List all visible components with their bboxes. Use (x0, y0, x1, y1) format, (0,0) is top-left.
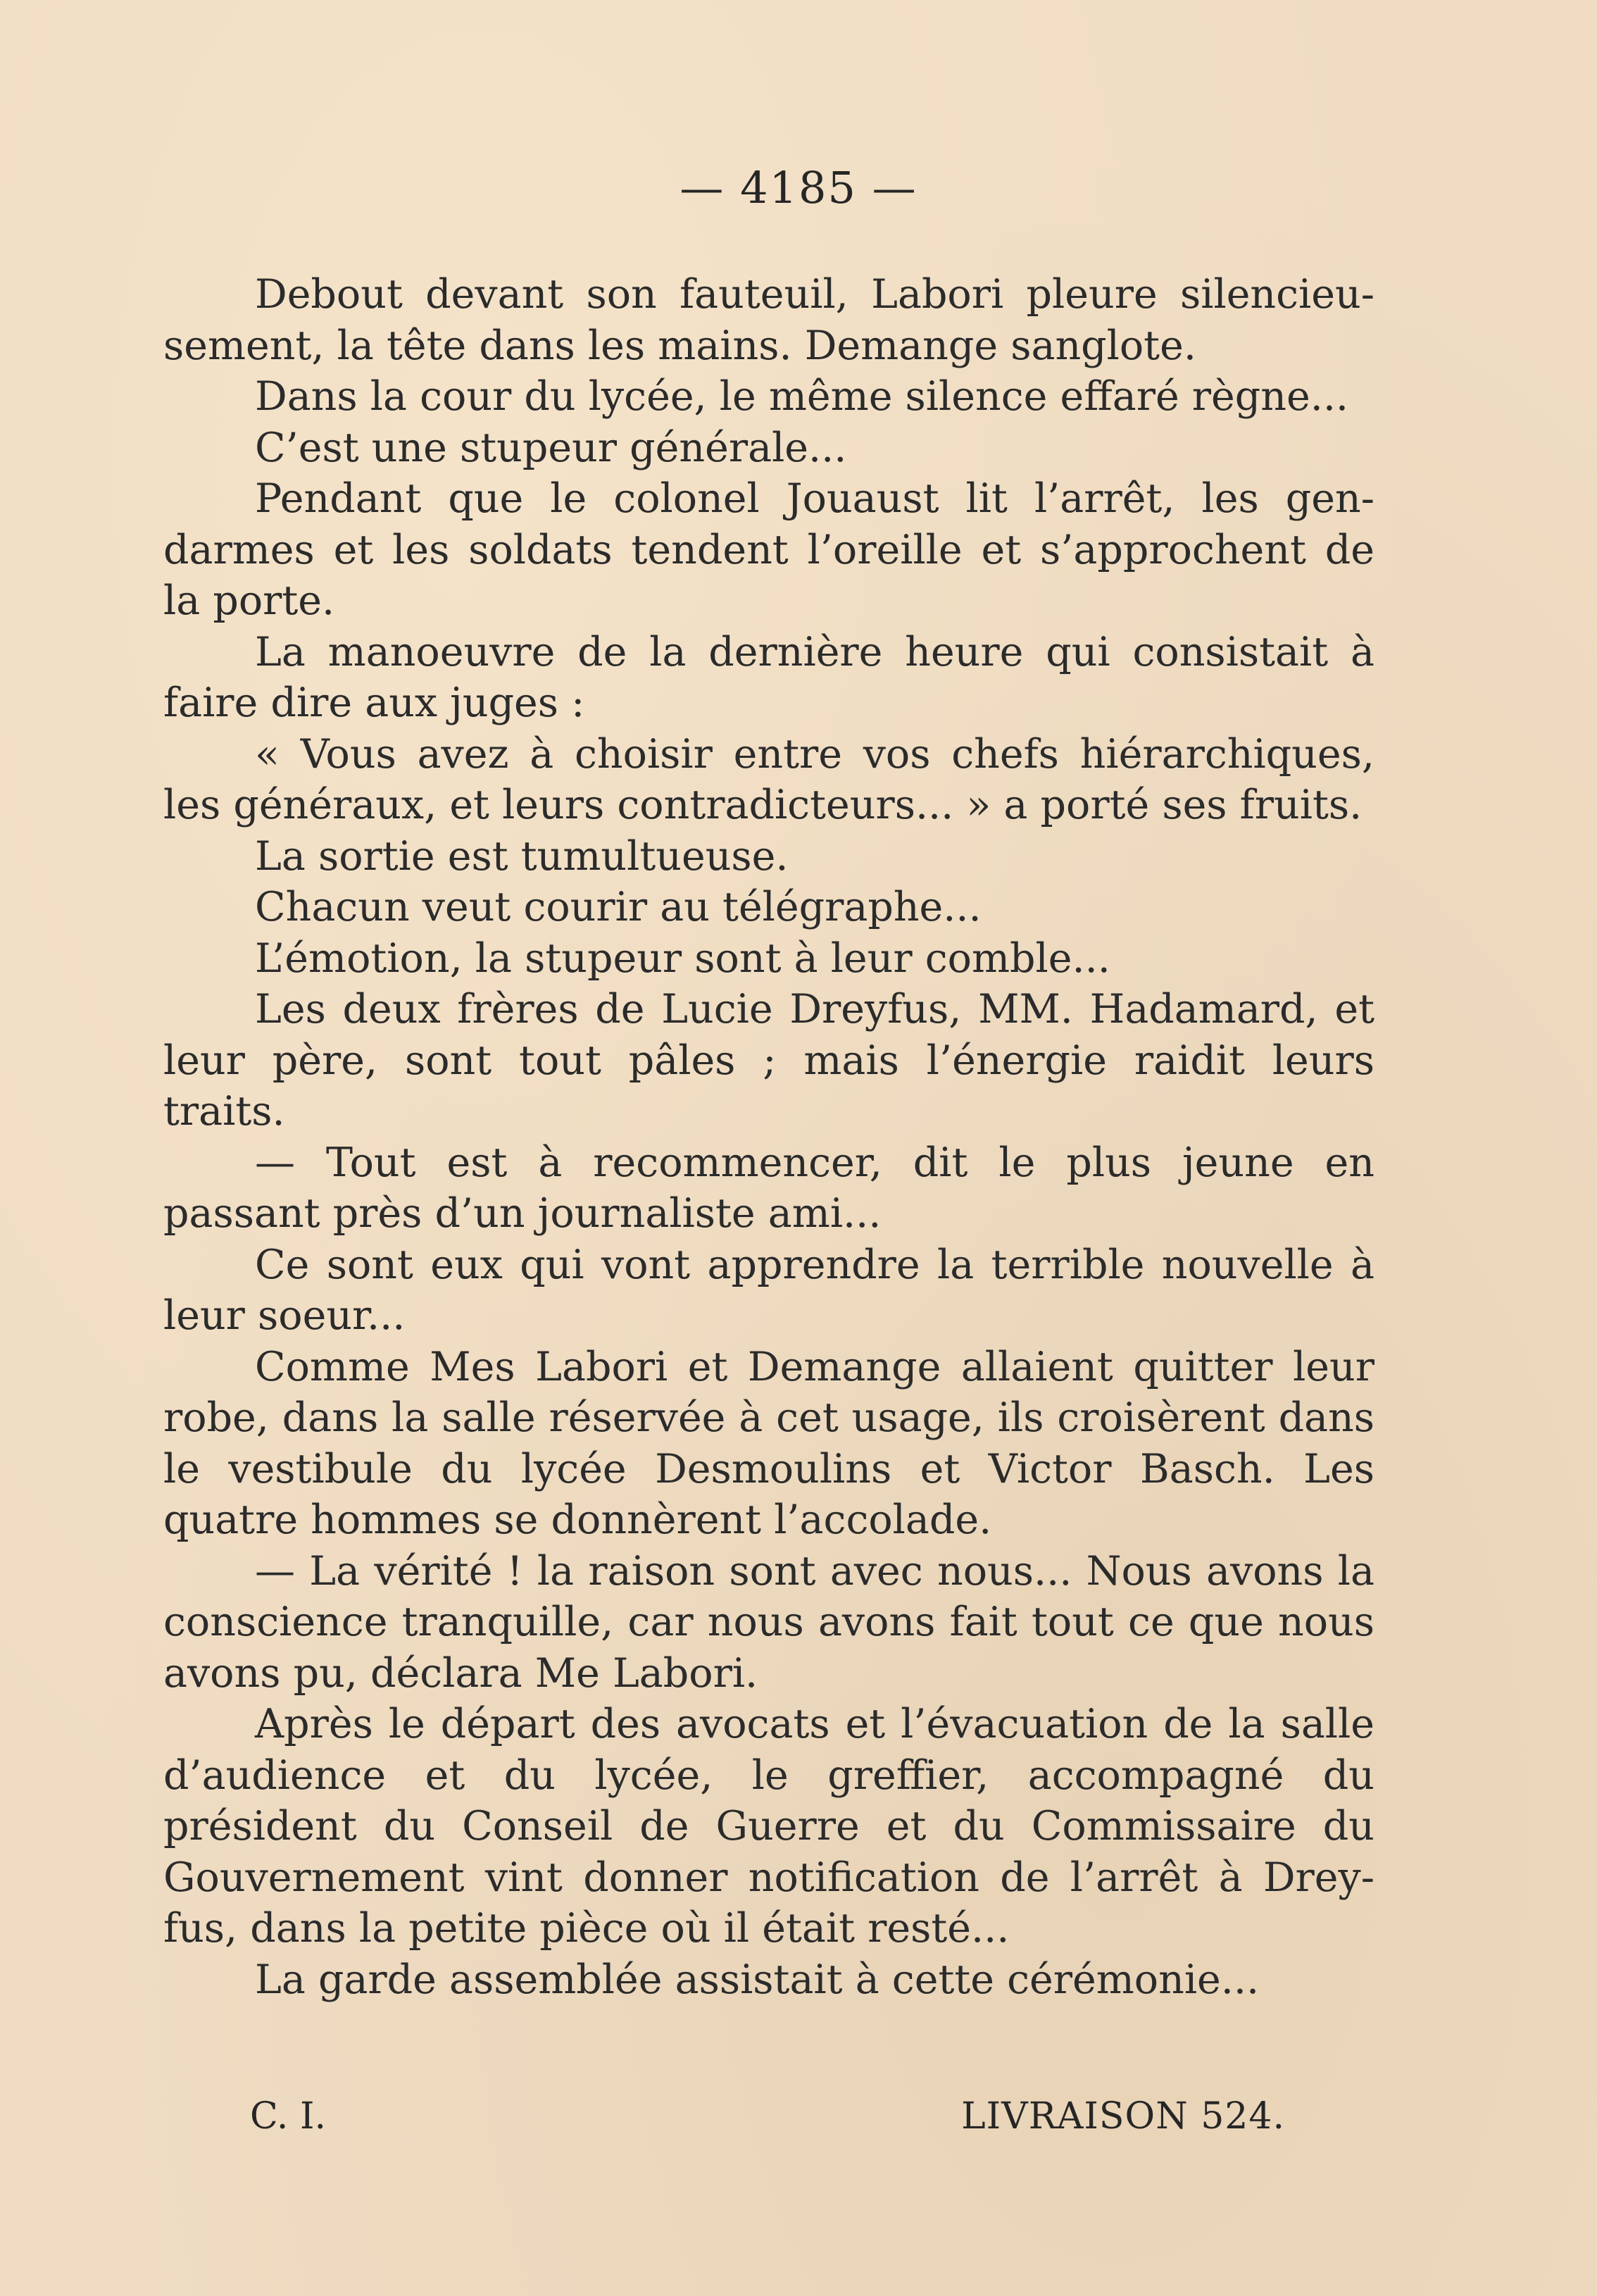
footer-livraison: LIVRAISON 524. (961, 2095, 1285, 2138)
paragraph: Ce sont eux qui vont apprendre la terrible nouvelle à leur soeur... (163, 1241, 1374, 1339)
paragraph: L’émotion, la stupeur sont à leur comble... (255, 935, 1110, 982)
paragraph: Comme Mes Labori et Demange allaient quitter leur robe, dans la salle réservée à cet usage, ils croisèrent dans le vestibule du lycée Desmoulins et Victor Basch. Les quatre hommes se donnèrent l’accolade. (163, 1343, 1374, 1543)
paragraph: Pendant que le colonel Jouaust lit l’arrêt, les gendarmes et les soldats tendent l’oreille et s’approchent de la porte. (163, 475, 1374, 624)
page-footer (250, 2095, 1285, 2152)
paragraph: — La vérité ! la raison sont avec nous... Nous avons la conscience tranquille, car nous avons fait tout ce que nous avons pu, déclara Me Labori. (163, 1547, 1374, 1697)
footer-signature: C. I. (250, 2095, 327, 2138)
paragraph: Chacun veut courir au télégraphe... (255, 884, 982, 930)
paragraph: La manoeuvre de la dernière heure qui consistait à faire dire aux juges : (163, 628, 1374, 726)
paragraph: La garde assemblée assistait à cette cérémonie... (255, 1956, 1260, 2003)
body-text (163, 269, 1374, 2005)
paragraph: — Tout est à recommencer, dit le plus jeune en passant près d’un journaliste ami... (163, 1139, 1374, 1237)
paragraph: La sortie est tumultueuse. (255, 832, 789, 880)
paragraph: « Vous avez à choisir entre vos chefs hiérarchiques, les généraux, et leurs contradicteurs... » a porté ses fruits. (163, 730, 1374, 828)
paragraph: Debout devant son fauteuil, Labori pleure silencieusement, la tête dans les mains. Demange sanglote. (163, 271, 1374, 369)
paragraph: C’est une stupeur générale... (255, 424, 847, 471)
paragraph: Les deux frères de Lucie Dreyfus, MM. Hadamard, et leur père, sont tout pâles ; mais l’énergie raidit leurs traits. (163, 986, 1374, 1135)
paragraph: Dans la cour du lycée, le même silence effaré règne... (255, 373, 1349, 420)
page-number: — 4185 — (679, 162, 918, 213)
paragraph: Après le départ des avocats et l’évacuation de la salle d’audience et du lycée, le greffier, accompagné du président du Conseil de Guerre et du Commissaire du Gouvernement vint donner notification de l’arrêt à Dreyfus, dans la petite pièce où il était resté... (163, 1701, 1374, 1952)
